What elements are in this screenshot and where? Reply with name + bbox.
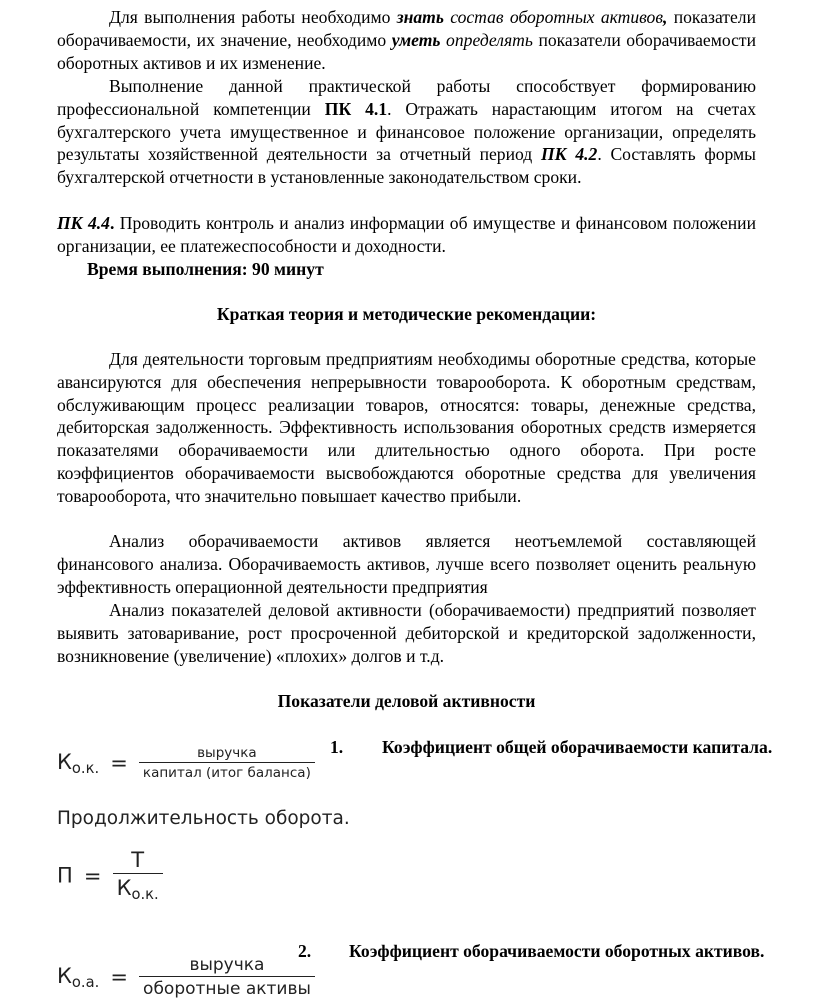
formula-capital-turnover	[57, 745, 315, 781]
text-run: Для выполнения работы необходимо	[109, 7, 397, 27]
fraction	[113, 848, 163, 903]
emphasis-know: знать	[396, 7, 444, 27]
equals-sign: =	[110, 751, 128, 775]
text-run: показатели оборачиваемости оборотных активов и их изменение.	[57, 29, 756, 73]
text-run: . Составлять формы бухгалтерской отчетности в установленные законодательством сроки.	[57, 144, 756, 188]
text-run: Выполнение данной практической работы способствует формированию профессиональной компетенции	[57, 76, 756, 119]
formula-current-assets-turnover	[57, 955, 315, 999]
emphasis-text: состав оборотных активов	[443, 7, 663, 27]
item-2-title: Коэффициент оборачиваемости оборотных активов.	[349, 941, 765, 961]
fraction	[139, 955, 315, 999]
execution-time: Время выполнения: 90 минут	[87, 259, 324, 279]
emphasis-comma: ,	[663, 7, 668, 27]
theory-paragraph-1: Для деятельности торговым предприятиям необходимы оборотные средства, которые авансируются для обеспечения непрерывности товарооборота. К оборотным средствам, обслуживающим процесс реализации товаров, относятся: товары, денежные средства, дебиторская задолженность. Эффективность использования оборотных средств измеряется показателями оборачиваемости или длительностью одного оборота. При росте коэффициентов оборачиваемости высвобождаются оборотные средства для увеличения товарооборота, что значительно повышает качество прибыли.	[57, 349, 756, 506]
fraction-numerator: выручка	[197, 745, 257, 761]
formula-symbol: $К_{о.к.}$	[57, 749, 100, 777]
competence-paragraph	[57, 75, 756, 189]
fraction-denominator: $К_{о.к.}$	[113, 873, 163, 903]
fraction-numerator: выручка	[189, 955, 265, 975]
duration-label: Продолжительность оборота.	[57, 808, 350, 829]
formula-turnover-duration	[57, 848, 163, 903]
equals-sign: =	[83, 863, 102, 888]
formula-symbol: $К_{о.а.}$	[57, 963, 100, 991]
text-run: Проводить контроль и анализ информации об имуществе и финансовом положении организации, ее платежеспособности и доходности.	[57, 213, 756, 256]
competence-paragraph-2	[57, 212, 756, 258]
text-run: показатели оборачиваемости, их значение, необходимо	[57, 7, 756, 50]
theory-paragraph-3: Анализ показателей деловой активности (оборачиваемости) предприятий позволяет выявить затоваривание, рост просроченной дебиторской и кредиторской задолженности, возникновение (увеличение) «плохих» долгов и т.д.	[57, 600, 756, 666]
formula-subscript: о.а.	[71, 973, 100, 991]
item-2-number: 2.	[298, 941, 312, 961]
item-1-title: Коэффициент общей оборачиваемости капитала.	[382, 737, 773, 757]
section-heading-theory: Краткая теория и методические рекомендации:	[216, 304, 597, 324]
fraction-numerator: Т	[131, 848, 145, 872]
item-1-number: 1.	[330, 737, 344, 757]
equals-sign: =	[110, 965, 128, 989]
formula-symbol: П	[57, 863, 73, 888]
fraction	[139, 745, 315, 781]
formula-subscript: о.к.	[71, 759, 100, 777]
fraction-denominator: оборотные активы	[139, 976, 315, 999]
fraction-denominator: капитал (итог баланса)	[139, 762, 315, 781]
intro-paragraph	[57, 6, 756, 74]
competence-code: ПК 4.1	[324, 98, 388, 119]
competence-code: ПК 4.4	[57, 213, 110, 233]
theory-paragraph-2: Анализ оборачиваемости активов является неотъемлемой составляющей финансового анализа. Оборачиваемость активов, лучше всего позволяет оценить реальную эффективность операционной деятельности предприятия	[57, 531, 756, 597]
text-run: . Отражать нарастающим итогом на счетах бухгалтерского учета имущественное и финансовое положение организации, определять результаты хозяйственной деятельности за отчетный период	[57, 98, 757, 165]
emphasis-able: уметь	[391, 29, 441, 50]
competence-code: ПК 4.2	[540, 144, 598, 165]
section-heading-indicators: Показатели деловой активности	[277, 691, 536, 711]
emphasis-text: определять	[440, 29, 533, 50]
text-run: .	[109, 213, 115, 233]
formula-subscript: о.к.	[131, 886, 159, 903]
